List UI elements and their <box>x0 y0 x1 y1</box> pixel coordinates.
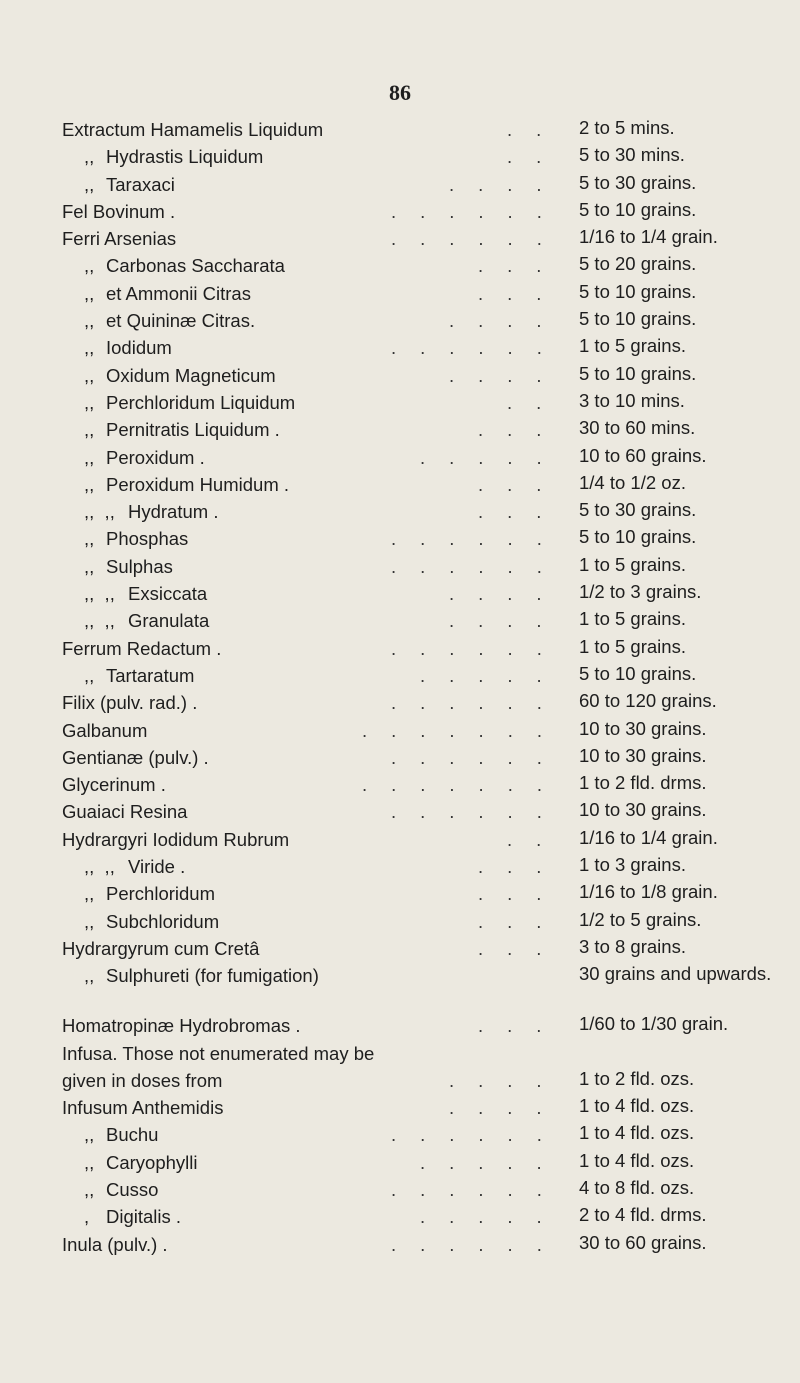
drug-name-text: Fel Bovinum . <box>62 200 176 222</box>
dot-leader: ...... <box>391 337 566 359</box>
ditto-mark: , <box>84 1206 90 1228</box>
dose-value: 1 to 2 fld. ozs. <box>579 1067 695 1089</box>
dose-value: 1 to 4 fld. ozs. <box>579 1095 695 1117</box>
table-row <box>0 607 800 634</box>
drug-name-text: et Ammonii Citras <box>106 282 251 304</box>
drug-name <box>62 771 166 798</box>
table-row <box>0 962 800 1012</box>
dot-leader: ...... <box>391 692 566 714</box>
ditto-mark: ,, <box>84 1151 95 1173</box>
table-row <box>0 171 800 198</box>
drug-name <box>84 1203 181 1230</box>
dot-leader: ... <box>478 856 566 878</box>
ditto-mark: ,, <box>84 473 95 495</box>
dose-value: 10 to 30 grains. <box>579 717 707 739</box>
table-row <box>0 1067 800 1094</box>
dose-value: 1 to 5 grains. <box>579 335 686 357</box>
drug-name <box>84 280 251 307</box>
dose-value: 1/16 to 1/8 grain. <box>579 881 718 903</box>
dose-value: 5 to 20 grains. <box>579 253 697 275</box>
table-row <box>0 198 800 225</box>
table-row <box>0 744 800 771</box>
dot-leader: ..... <box>420 664 566 686</box>
table-row <box>0 717 800 744</box>
drug-name-text: Galbanum <box>62 719 148 741</box>
drug-name-text: Hydratum . <box>128 501 219 523</box>
drug-name-text: Taraxaci <box>106 173 175 195</box>
dose-value: 5 to 10 grains. <box>579 526 697 548</box>
dot-leader: ... <box>478 883 566 905</box>
drug-name <box>84 607 209 634</box>
table-row <box>0 880 800 907</box>
drug-name-text: given in doses from <box>62 1069 223 1091</box>
drug-name <box>84 334 172 361</box>
dose-value: 1 to 3 grains. <box>579 854 686 876</box>
drug-name-text: Glycerinum . <box>62 774 166 796</box>
ditto-mark: ,, <box>84 255 95 277</box>
drug-name-text: Carbonas Saccharata <box>106 255 285 277</box>
drug-name-text: Filix (pulv. rad.) . <box>62 692 198 714</box>
drug-name <box>84 444 205 471</box>
table-row <box>0 307 800 334</box>
drug-name <box>62 798 187 825</box>
table-row <box>0 826 800 853</box>
ditto-mark: ,, ,, <box>84 856 115 878</box>
dot-leader: ... <box>478 910 566 932</box>
dot-leader: ..... <box>420 1206 566 1228</box>
ditto-mark: ,, <box>84 282 95 304</box>
table-row <box>0 334 800 361</box>
table-row <box>0 471 800 498</box>
table-row <box>0 635 800 662</box>
ditto-mark: ,, ,, <box>84 501 115 523</box>
dose-value: 1 to 5 grains. <box>579 635 686 657</box>
drug-name-text: Subchloridum <box>106 910 220 932</box>
dose-value: 5 to 10 grains. <box>579 662 697 684</box>
dose-value: 1 to 4 fld. ozs. <box>579 1149 695 1171</box>
table-row <box>0 853 800 880</box>
table-row <box>0 116 800 143</box>
table-row <box>0 1040 800 1067</box>
drug-name <box>62 198 175 225</box>
drug-name <box>84 853 185 880</box>
dot-leader: .. <box>507 146 566 168</box>
dose-value: 1/2 to 3 grains. <box>579 581 702 603</box>
dot-leader: ....... <box>362 774 566 796</box>
drug-name-text: Digitalis . <box>106 1206 182 1228</box>
drug-name <box>62 225 176 252</box>
drug-name-text: Hydrargyrum cum Cretâ <box>62 937 260 959</box>
dose-value: 4 to 8 fld. ozs. <box>579 1176 695 1198</box>
drug-name <box>84 143 263 170</box>
drug-name <box>84 553 173 580</box>
drug-name <box>62 1040 374 1067</box>
drug-name-text: Phosphas <box>106 528 189 550</box>
ditto-mark: ,, <box>84 883 95 905</box>
table-row <box>0 1121 800 1148</box>
drug-name-text: Infusa. Those not enumerated may be <box>62 1042 375 1064</box>
ditto-mark: ,, <box>84 965 95 987</box>
dot-leader: .... <box>449 583 566 605</box>
ditto-mark: ,, <box>84 446 95 468</box>
drug-name <box>84 171 175 198</box>
drug-name <box>84 471 289 498</box>
dot-leader: .... <box>449 1097 566 1119</box>
ditto-mark: ,, <box>84 337 95 359</box>
dot-leader: ...... <box>391 637 566 659</box>
drug-name <box>84 580 207 607</box>
drug-name-text: et Quininæ Citras. <box>106 310 256 332</box>
dose-value: 5 to 30 grains. <box>579 499 697 521</box>
drug-name <box>84 416 280 443</box>
dose-value: 1 to 5 grains. <box>579 553 686 575</box>
drug-name-text: Viride . <box>128 856 186 878</box>
dot-leader: ...... <box>391 801 566 823</box>
drug-name-text: Caryophylli <box>106 1151 198 1173</box>
drug-name <box>62 1094 223 1121</box>
dose-value: 5 to 10 grains. <box>579 308 697 330</box>
ditto-mark: ,, ,, <box>84 583 115 605</box>
dot-leader: ...... <box>391 1233 566 1255</box>
dose-value: 10 to 60 grains. <box>579 444 707 466</box>
dose-value: 5 to 10 grains. <box>579 198 697 220</box>
dose-value: 2 to 4 fld. drms. <box>579 1204 707 1226</box>
table-row <box>0 444 800 471</box>
table-row <box>0 553 800 580</box>
drug-name-text: Sulphureti (for fumigation) <box>106 965 319 987</box>
drug-name-text: Hydrastis Liquidum <box>106 146 264 168</box>
drug-name <box>84 498 218 525</box>
dose-value: 5 to 10 grains. <box>579 280 697 302</box>
dot-leader: ....... <box>362 719 566 741</box>
table-row <box>0 225 800 252</box>
ditto-mark: ,, <box>84 664 95 686</box>
dose-value: 1 to 4 fld. ozs. <box>579 1122 695 1144</box>
drug-name-text: Perchloridum <box>106 883 215 905</box>
drug-name-text: Gentianæ (pulv.) . <box>62 746 209 768</box>
dot-leader: ... <box>478 937 566 959</box>
table-row <box>0 1149 800 1176</box>
drug-name <box>84 880 215 907</box>
dot-leader: ...... <box>391 228 566 250</box>
dose-value: 30 grains and upwards. <box>579 963 772 985</box>
ditto-mark: ,, <box>84 364 95 386</box>
drug-name <box>62 1067 222 1094</box>
dose-value: 1/16 to 1/4 grain. <box>579 226 718 248</box>
drug-name-text: Granulata <box>128 610 210 632</box>
dot-leader: ..... <box>420 446 566 468</box>
ditto-mark: ,, <box>84 910 95 932</box>
dose-value: 5 to 30 mins. <box>579 144 685 166</box>
ditto-mark: ,, <box>84 1124 95 1146</box>
table-row <box>0 1012 800 1039</box>
dose-value: 3 to 10 mins. <box>579 389 685 411</box>
drug-name <box>84 389 295 416</box>
dot-leader: .... <box>449 310 566 332</box>
dose-value: 30 to 60 grains. <box>579 1231 707 1253</box>
ditto-mark: ,, ,, <box>84 610 115 632</box>
drug-name-text: Peroxidum . <box>106 446 205 468</box>
dot-leader: ...... <box>391 746 566 768</box>
page-number: 86 <box>389 80 411 105</box>
drug-name <box>84 362 276 389</box>
drug-name-text: Buchu <box>106 1124 159 1146</box>
dot-leader: .. <box>507 391 566 413</box>
drug-name-text: Oxidum Magneticum <box>106 364 276 386</box>
ditto-mark: ,, <box>84 310 95 332</box>
dose-value: 5 to 30 grains. <box>579 171 697 193</box>
dose-value: 3 to 8 grains. <box>579 935 686 957</box>
table-row <box>0 771 800 798</box>
table-row <box>0 1094 800 1121</box>
dot-leader: ...... <box>391 1124 566 1146</box>
dot-leader: ...... <box>391 555 566 577</box>
dose-value: 1 to 2 fld. drms. <box>579 772 707 794</box>
drug-name-text: Hydrargyri Iodidum Rubrum <box>62 828 290 850</box>
dot-leader: ... <box>478 419 566 441</box>
table-row <box>0 362 800 389</box>
drug-name <box>84 1176 158 1203</box>
ditto-mark: ,, <box>84 1178 95 1200</box>
ditto-mark: ,, <box>84 173 95 195</box>
drug-name <box>84 962 319 989</box>
ditto-mark: ,, <box>84 528 95 550</box>
drug-name <box>62 635 221 662</box>
dot-leader: .... <box>449 173 566 195</box>
drug-name-text: Ferrum Redactum . <box>62 637 222 659</box>
drug-name <box>62 935 259 962</box>
drug-name-text: Guaiaci Resina <box>62 801 188 823</box>
drug-name <box>62 826 289 853</box>
table-row <box>0 689 800 716</box>
drug-name <box>62 1012 301 1039</box>
dot-leader: ... <box>478 255 566 277</box>
table-row <box>0 280 800 307</box>
drug-name-text: Perchloridum Liquidum <box>106 391 296 413</box>
dot-leader: .... <box>449 1069 566 1091</box>
dot-leader: ... <box>478 282 566 304</box>
table-row <box>0 662 800 689</box>
table-row <box>0 1231 800 1258</box>
drug-name <box>62 116 323 143</box>
drug-name <box>84 1121 158 1148</box>
table-row <box>0 498 800 525</box>
dot-leader: .... <box>449 610 566 632</box>
drug-name <box>62 717 147 744</box>
dose-value: 1/4 to 1/2 oz. <box>579 471 686 493</box>
drug-name-text: Ferri Arsenias <box>62 228 177 250</box>
drug-name <box>84 307 255 334</box>
dot-leader: ... <box>478 1015 566 1037</box>
drug-name-text: Extractum Hamamelis Liquidum <box>62 119 324 140</box>
dot-leader: ...... <box>391 200 566 222</box>
drug-name-text: Tartaratum <box>106 664 195 686</box>
table-row <box>0 580 800 607</box>
dose-value: 10 to 30 grains. <box>579 799 707 821</box>
dose-value: 1/16 to 1/4 grain. <box>579 826 718 848</box>
drug-name <box>84 252 285 279</box>
dot-leader: ... <box>478 501 566 523</box>
drug-name <box>84 525 188 552</box>
dot-leader: .. <box>507 119 566 140</box>
drug-name-text: Pernitratis Liquidum . <box>106 419 280 441</box>
table-row <box>0 389 800 416</box>
dot-leader: ...... <box>391 1178 566 1200</box>
drug-name <box>84 1149 198 1176</box>
dose-value: 1 to 5 grains. <box>579 608 686 630</box>
drug-name-text: Exsiccata <box>128 583 208 605</box>
table-row <box>0 416 800 443</box>
dose-value: 2 to 5 mins. <box>579 117 675 138</box>
drug-name <box>62 689 197 716</box>
dot-leader: .... <box>449 364 566 386</box>
drug-name-text: Peroxidum Humidum . <box>106 473 290 495</box>
table-row <box>0 1203 800 1230</box>
dose-value: 60 to 120 grains. <box>579 690 717 712</box>
table-row <box>0 525 800 552</box>
drug-name-text: Iodidum <box>106 337 172 359</box>
dose-value: 1/60 to 1/30 grain. <box>579 1013 729 1035</box>
drug-name <box>84 908 219 935</box>
drug-name-text: Inula (pulv.) . <box>62 1233 168 1255</box>
table-row <box>0 143 800 170</box>
table-row <box>0 908 800 935</box>
drug-name-text: Infusum Anthemidis <box>62 1097 224 1119</box>
ditto-mark: ,, <box>84 146 95 168</box>
ditto-mark: ,, <box>84 555 95 577</box>
dot-leader: ...... <box>391 528 566 550</box>
drug-name <box>62 744 209 771</box>
drug-name <box>84 662 194 689</box>
dose-value: 10 to 30 grains. <box>579 744 707 766</box>
ditto-mark: ,, <box>84 391 95 413</box>
dose-value: 30 to 60 mins. <box>579 417 696 439</box>
dot-leader: ..... <box>420 1151 566 1173</box>
dose-value: 1/2 to 5 grains. <box>579 908 702 930</box>
table-row <box>0 1176 800 1203</box>
drug-name <box>62 1231 168 1258</box>
table-row <box>0 935 800 962</box>
ditto-mark: ,, <box>84 419 95 441</box>
drug-name-text: Cusso <box>106 1178 159 1200</box>
drug-name-text: Homatropinæ Hydrobromas . <box>62 1015 301 1037</box>
dot-leader: .. <box>507 828 566 850</box>
drug-name-text: Sulphas <box>106 555 173 577</box>
table-row <box>0 252 800 279</box>
dose-table <box>0 116 800 1258</box>
table-row <box>0 798 800 825</box>
dot-leader: ... <box>478 473 566 495</box>
dose-value: 5 to 10 grains. <box>579 362 697 384</box>
